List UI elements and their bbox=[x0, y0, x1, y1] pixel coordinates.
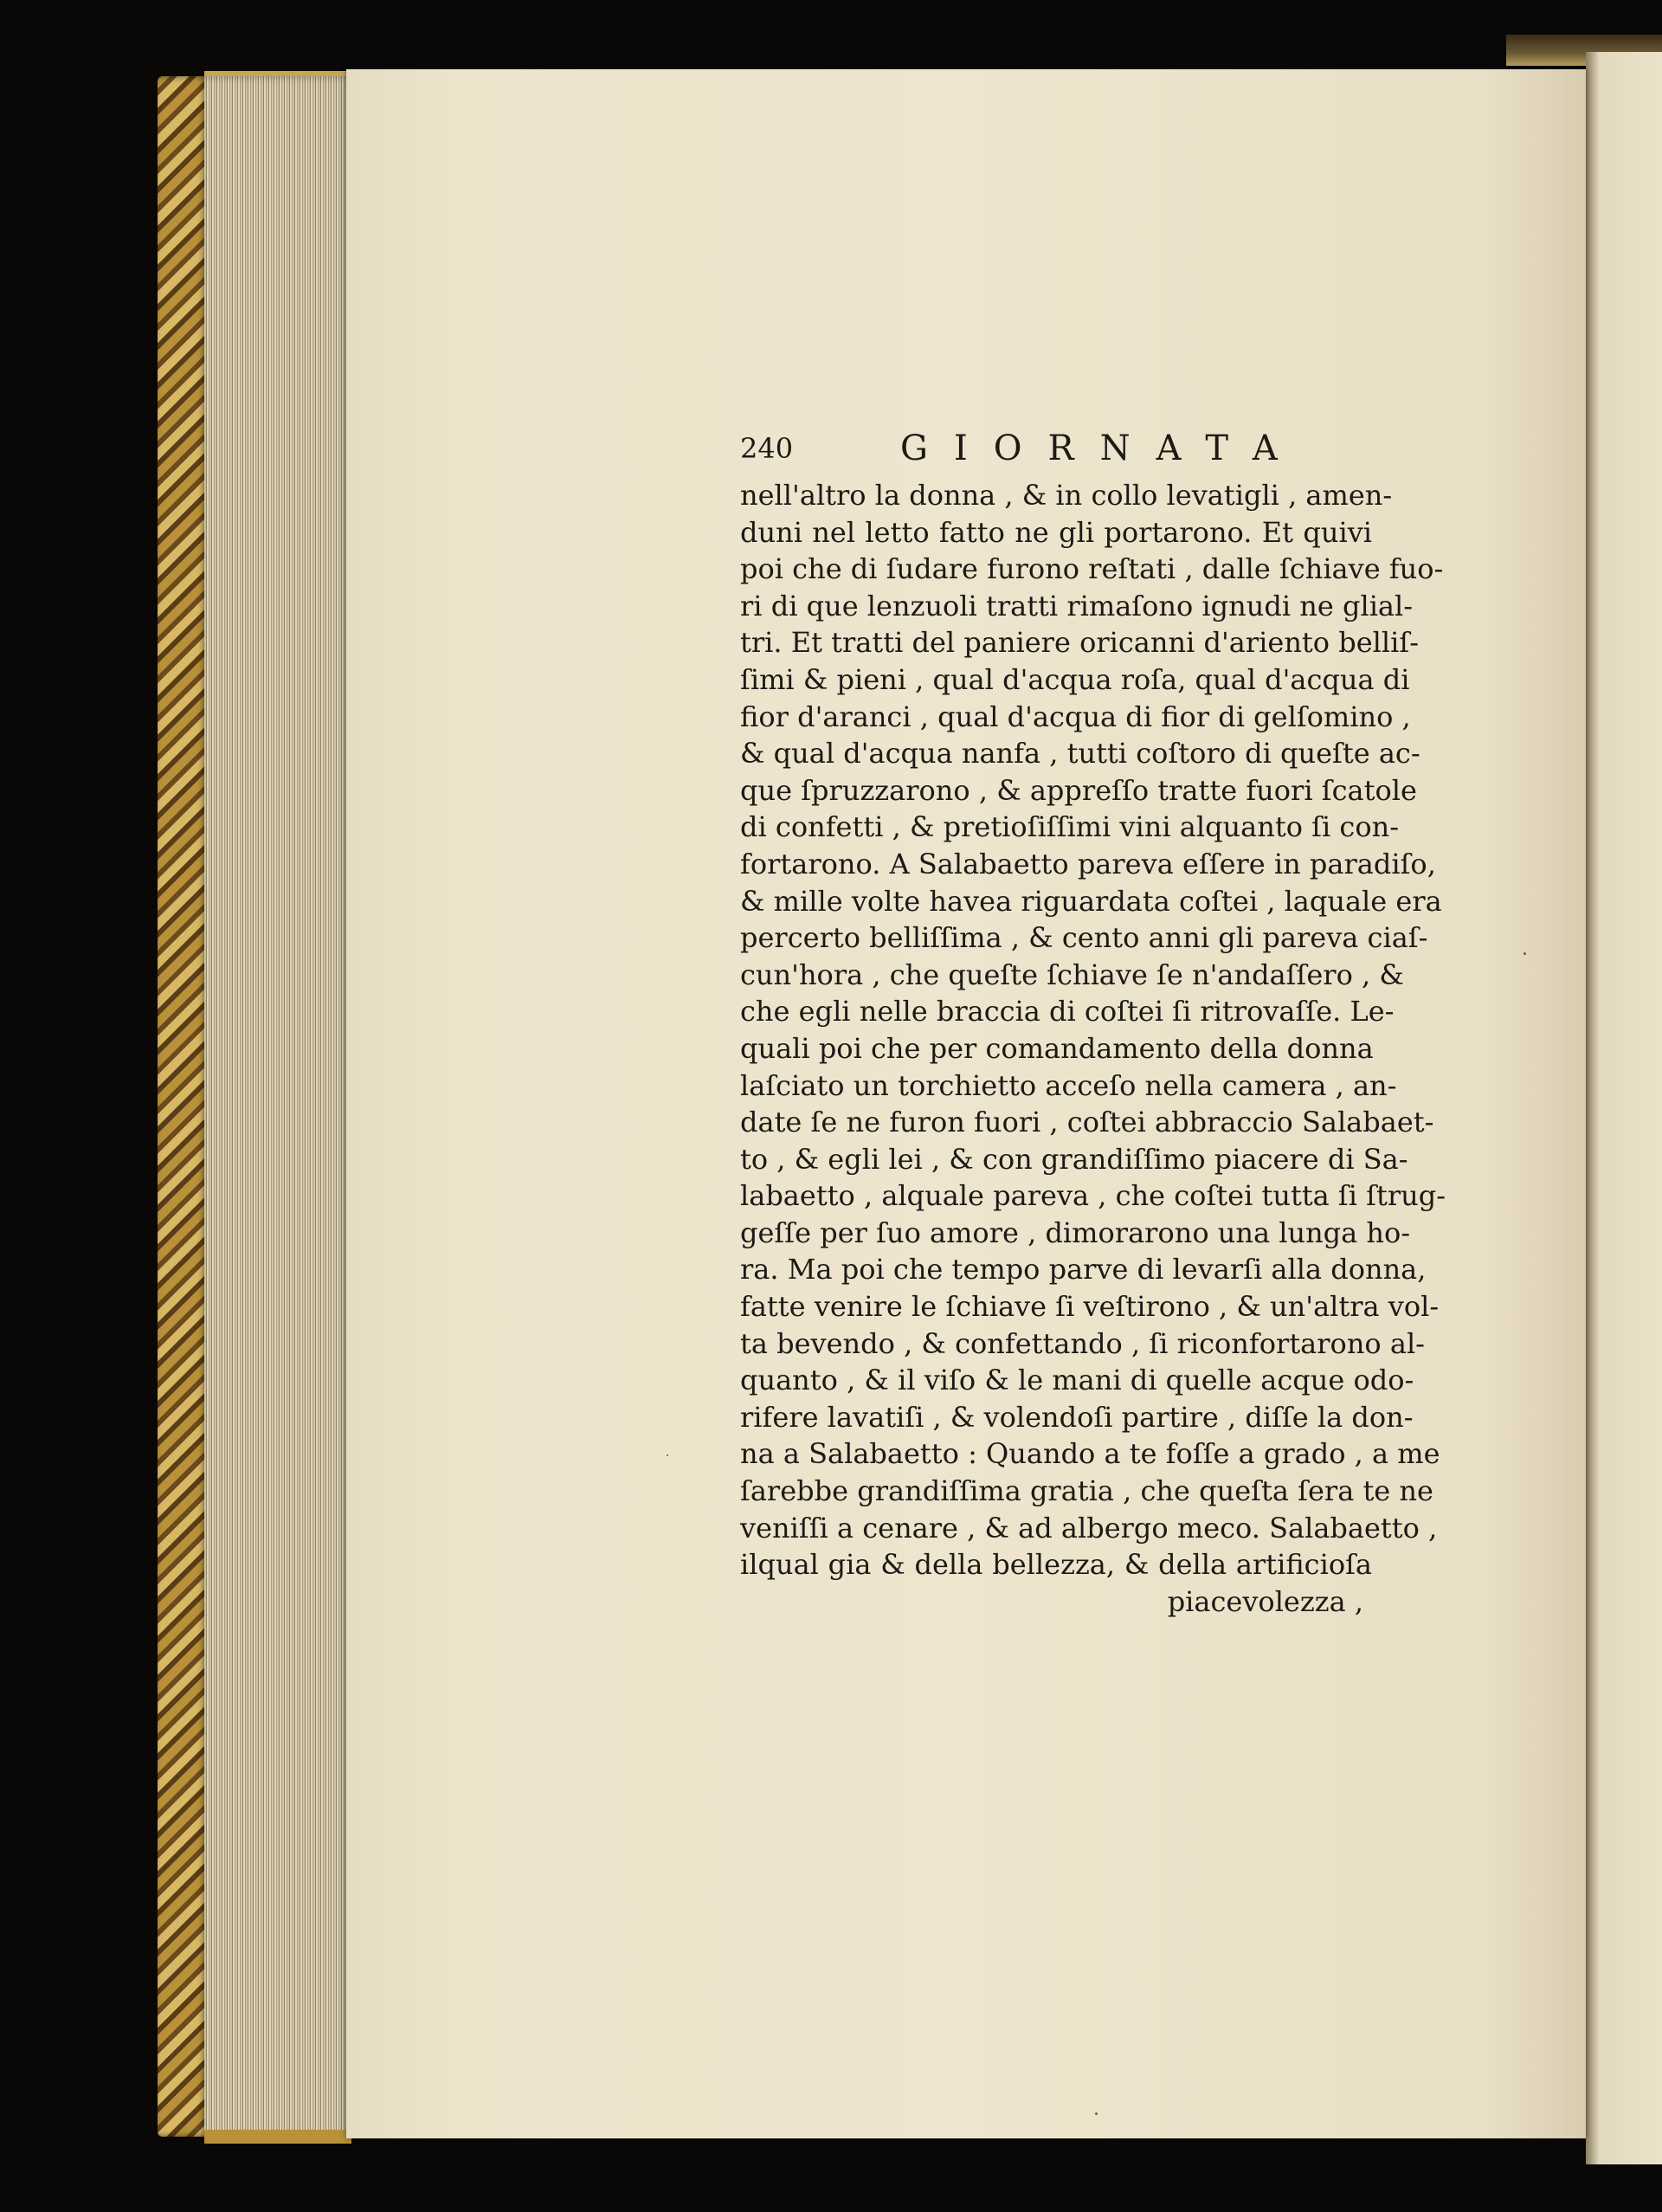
text-line: ra. Ma poi che tempo parve di levarſi alla donna, bbox=[740, 1253, 1427, 1287]
text-line: cun'hora , che queſte ſchiave ſe n'andaſſero , & bbox=[740, 958, 1404, 991]
text-line: to , & egli lei , & con grandiſſimo piacere di Sa- bbox=[740, 1142, 1408, 1176]
page-stack bbox=[204, 76, 351, 2137]
text-line: rifere lavatiſi , & volendoſi partire , diſſe la don- bbox=[740, 1400, 1414, 1434]
text-block bbox=[740, 429, 1446, 1620]
running-title: GIORNATA bbox=[900, 429, 1304, 468]
text-line: ri di que lenzuoli tratti rimaſono ignudi ne glial- bbox=[740, 589, 1414, 622]
paper-speck bbox=[1524, 952, 1526, 955]
text-line: laſciato un torchietto acceſo nella camera , an- bbox=[740, 1068, 1397, 1102]
text-line: & mille volte havea riguardata coſtei , laquale era bbox=[740, 884, 1442, 918]
text-line: che egli nelle braccia di coſtei ſi ritrovaſſe. Le- bbox=[740, 995, 1395, 1029]
text-line: ta bevendo , & confettando , ſi riconfortarono al- bbox=[740, 1326, 1425, 1360]
text-line: fortarono. A Salabaetto pareva eſſere in paradiſo, bbox=[740, 847, 1436, 880]
text-line: fatte venire le ſchiave ſi veſtirono , & un'altra vol- bbox=[740, 1290, 1440, 1324]
text-line: poi che di ſudare furono reſtati , dalle ſchiave fuo- bbox=[740, 552, 1444, 586]
text-line: ſimi & pieni , qual d'acqua roſa, qual d'acqua di bbox=[740, 662, 1410, 696]
text-line: ſarebbe grandiſſima gratia , che queſta ſera te ne bbox=[740, 1474, 1433, 1508]
text-line: quanto , & il viſo & le mani di quelle acque odo- bbox=[740, 1364, 1414, 1397]
text-line: quali poi che per comandamento della donna bbox=[740, 1031, 1374, 1065]
paper-speck bbox=[1095, 2112, 1098, 2115]
text-line: fior d'aranci , qual d'acqua di fior di gelſomino , bbox=[740, 700, 1411, 733]
catchword: piacevolezza , bbox=[1167, 1584, 1363, 1618]
text-line: duni nel letto fatto ne gli portarono. Et quivi bbox=[740, 515, 1372, 549]
text-line: tri. Et tratti del paniere oricanni d'ariento belliſ- bbox=[740, 626, 1419, 660]
text-line: di confetti , & pretioſiſſimi vini alquanto ſi con- bbox=[740, 810, 1399, 844]
gilt-spine-edge bbox=[158, 76, 208, 2137]
text-line: & qual d'acqua nanfa , tutti coſtoro di queſte ac- bbox=[740, 737, 1420, 771]
facing-page-edge bbox=[1586, 52, 1662, 2164]
text-line: percerto belliſſima , & cento anni gli pareva ciaſ- bbox=[740, 921, 1428, 955]
text-line: labaetto , alquale pareva , che coſtei tutta ſi ſtrug- bbox=[740, 1179, 1446, 1213]
text-line: ilqual gia & della bellezza, & della artificioſa bbox=[740, 1548, 1372, 1582]
text-line: veniſſi a cenare , & ad albergo meco. Salabaetto , bbox=[740, 1511, 1438, 1545]
text-line: na a Salabaetto : Quando a te foſſe a grado , a me bbox=[740, 1437, 1440, 1471]
paper-speck bbox=[667, 1454, 668, 1456]
text-line: geſſe per ſuo amore , dimorarono una lunga ho- bbox=[740, 1216, 1411, 1249]
text-line: que ſpruzzarono , & appreſſo tratte fuori ſcatole bbox=[740, 773, 1417, 807]
page-stack-bottom bbox=[204, 2130, 351, 2144]
text-line: date ſe ne furon fuori , coſtei abbraccio Salabaet- bbox=[740, 1106, 1434, 1139]
page-header bbox=[740, 429, 1372, 477]
page-number: 240 bbox=[740, 432, 794, 465]
text-line: nell'altro la donna , & in collo levatigli , amen- bbox=[740, 479, 1393, 512]
